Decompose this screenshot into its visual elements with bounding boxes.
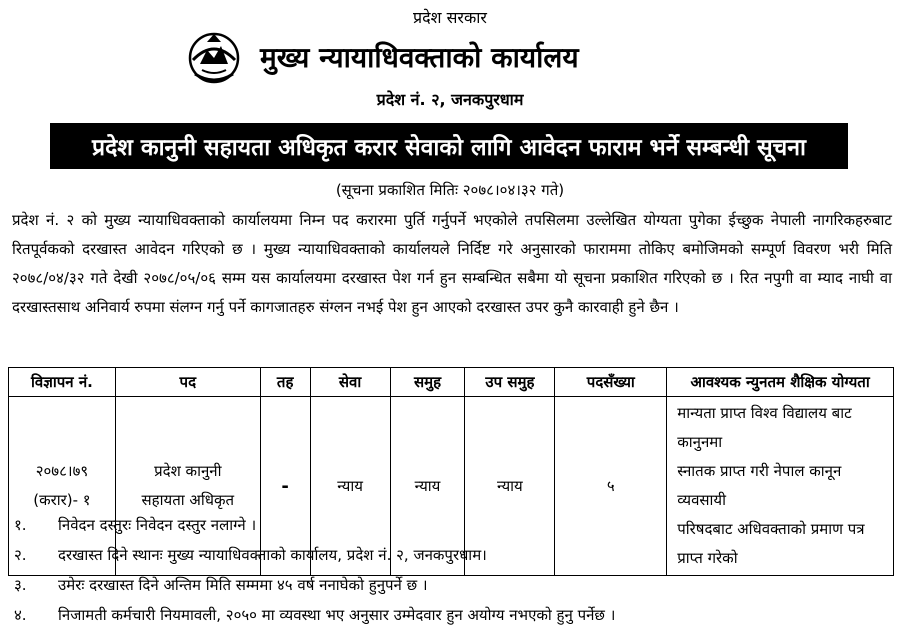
header-ad-no: विज्ञापन नं. [9,368,116,397]
notice-title-banner [50,123,848,169]
qualification-line: स्नातक प्राप्त गरी नेपाल कानून व्यवसायी [677,462,842,509]
list-item [14,570,894,600]
office-address: प्रदेश नं. २, जनकपुरधाम [376,90,524,109]
note-text: निवेदन दस्तुरः निवेदन दस्तुर नलाग्ने । [58,516,257,534]
table-header-row [9,368,894,397]
notice-paragraph: प्रदेश नं. २ को मुख्य न्यायाधिवक्ताको कार्यालयमा निम्न पद करारमा पुर्ति गर्नुपर्ने भएकोले तपसिलमा उल्लेखित योग्यता पुगेका ईच्छुक नेपाली नागरिकहरुबाट रितपूर्वकको दरखास्त आवेदन गरिएको छ । मुख्य न्यायाधिवक्ताको कार्यालयले निर्दिष्ट गरे अनुसारको फाराममा तोकिए बमोजिमको सम्पूर्ण विवरण भरी मिति २०७८/०४/३२ गते देखी २०७८/०५/०६ सम्म यस कार्यालयमा दरखास्त पेश गर्न हुन सम्बन्धित सबैमा यो सूचना प्रकाशित गरिएको छ । रित नपुगी वा म्याद नाघी वा दरखास्तसाथ अनिवार्य रुपमा संलग्न गर्नु पर्ने कागजातहरु संग्लन नभई पेश हुन आएको दरखास्त उपर कुनै कारवाही हुने छैन । [12,211,892,316]
header-subgroup: उप समुह [465,368,555,397]
note-number: ३. [14,576,27,594]
note-number: २. [14,546,27,564]
nepal-emblem-icon [185,30,243,86]
list-item [14,510,894,540]
office-title: मुख्य न्यायाधिवक्ताको कार्यालय [260,41,579,74]
cell-level: - [260,397,310,576]
cell-count: ५ [555,397,667,576]
ad-no-line: २०७८।७९ [35,462,89,480]
government-label: प्रदेश सरकार [413,8,487,27]
note-number: १. [14,516,27,534]
published-date: (सूचना प्रकाशित मितिः २०७८।०४।३२ गते) [335,181,565,199]
header-service: सेवा [310,368,390,397]
header-post: पद [115,368,260,397]
header-qualification: आवश्यक न्युनतम शैक्षिक योग्यता [667,368,894,397]
header-level: तह [260,368,310,397]
notice-header [0,0,900,115]
note-text: दरखास्त दिने स्थानः मुख्य न्यायाधिवक्ताको कार्यालय, प्रदेश नं. २, जनकपुरधाम। [58,546,487,564]
notice-title: प्रदेश कानुनी सहायता अधिकृत करार सेवाको लागि आवेदन फाराम भर्ने सम्बन्धी सूचना [91,135,807,161]
list-item [14,540,894,570]
note-text: निजामती कर्मचारी नियमावली, २०५० मा व्यवस्था भए अनुसार उम्मेदवार हुन अयोग्य नभएको हुनु पर्नेछ । [58,606,616,624]
post-line: प्रदेश कानुनी [154,462,222,480]
post-line: सहायता अधिकृत [141,491,235,509]
note-text: उमेरः दरखास्त दिने अन्तिम मिति सम्ममा ४५ वर्ष ननाघेको हुनुपर्ने छ । [58,576,428,594]
note-number: ४. [14,606,27,624]
qualification-line: मान्यता प्राप्त विश्व विद्यालय बाट कानुनमा [677,404,852,451]
qualification-line: परिषदबाट अधिवक्ताको प्रमाण पत्र प्राप्त गरेको [677,520,865,567]
header-group: समुह [390,368,465,397]
cell-group: न्याय [390,397,465,576]
cell-subgroup: न्याय [465,397,555,576]
cell-service: न्याय [310,397,390,576]
header-count: पदसँख्या [555,368,667,397]
ad-no-line: (करार)- १ [33,491,91,509]
notes-list [14,510,894,630]
list-item [14,600,894,630]
